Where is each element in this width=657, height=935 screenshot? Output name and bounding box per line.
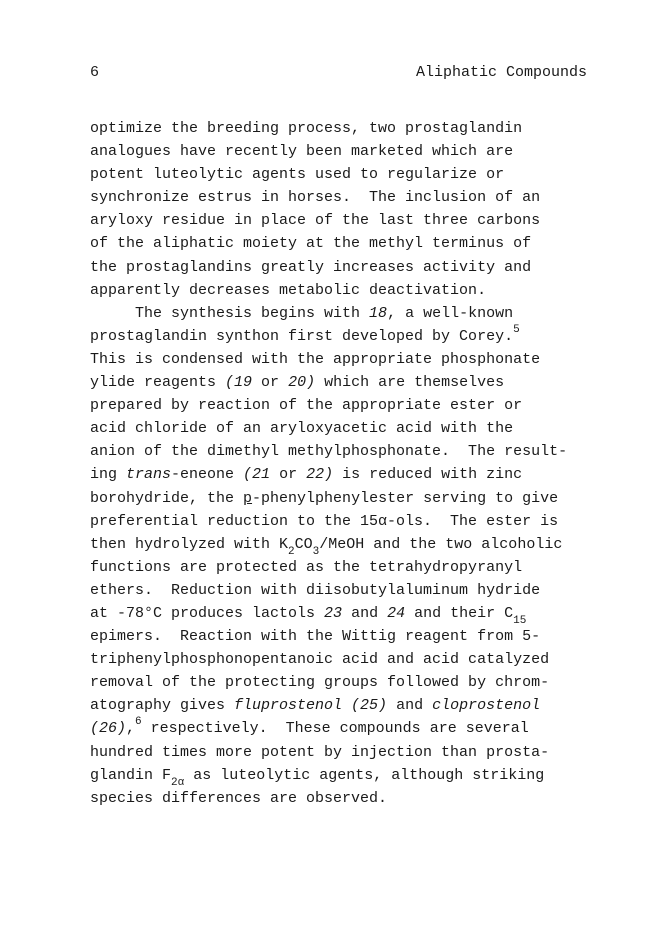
compound-ref: (26) xyxy=(90,720,127,738)
text-segment: respectively. These compounds are several xyxy=(141,720,529,738)
compound-ref: 20) xyxy=(288,374,316,392)
text-segment: CO xyxy=(294,535,313,553)
text-line: functions are protected as the tetrahydropyranyl xyxy=(90,558,523,576)
compound-ref: 22) xyxy=(306,466,334,484)
text-line xyxy=(90,533,590,556)
text-line xyxy=(90,302,590,325)
compound-ref: 18 xyxy=(369,304,388,322)
subscript: 3 xyxy=(312,545,320,558)
text-line: preferential reduction to the 15α-ols. The ester is xyxy=(90,512,559,530)
text-segment: glandin F xyxy=(90,766,172,784)
text-segment: prostaglandin synthon first developed by Corey. xyxy=(90,327,514,345)
text-line: hundred times more potent by injection than prosta- xyxy=(90,743,550,761)
text-line: species differences are observed. xyxy=(90,789,388,807)
subscript: 15 xyxy=(513,614,527,627)
text-segment: The synthesis begins with xyxy=(135,304,370,322)
text-segment: as luteolytic agents, although striking xyxy=(184,766,545,784)
text-line: optimize the breeding process, two prostaglandin xyxy=(90,120,523,137)
compound-ref: (19 xyxy=(225,374,253,392)
text-line: aryloxy residue in place of the last three carbons xyxy=(90,212,541,230)
text-segment: and xyxy=(387,697,433,715)
text-line: of the aliphatic moiety at the methyl terminus of xyxy=(90,235,532,253)
text-segment: -phenylphenylester serving to give xyxy=(252,489,559,507)
text-segment: ylide reagents xyxy=(90,374,226,392)
text-segment: ing xyxy=(90,466,127,484)
text-segment: borohydride, the xyxy=(90,489,244,507)
page-number: 6 xyxy=(90,64,100,81)
body-text xyxy=(90,117,590,810)
text-line: potent luteolytic agents used to regularize or xyxy=(90,166,505,184)
running-head: Aliphatic Compounds xyxy=(415,64,587,81)
text-line xyxy=(90,487,590,510)
footnote-ref: 6 xyxy=(135,716,142,729)
text-line xyxy=(90,602,590,625)
subscript: 2α xyxy=(171,776,185,789)
text-segment: which are themselves xyxy=(315,374,505,392)
text-line: ethers. Reduction with diisobutylaluminum hydride xyxy=(90,581,541,599)
compound-ref: 24 xyxy=(387,604,406,622)
text-segment: is reduced with zinc xyxy=(333,466,523,484)
text-segment: and their C xyxy=(405,604,514,622)
text-segment: then hydrolyzed with K xyxy=(90,535,289,553)
compound-ref: 23 xyxy=(324,604,343,622)
text-segment: , xyxy=(126,720,136,738)
text-line: prepared by reaction of the appropriate ester or xyxy=(90,397,523,415)
text-line: synchronize estrus in horses. The inclusion of an xyxy=(90,189,541,207)
text-line xyxy=(90,325,590,348)
text-line xyxy=(90,463,590,486)
text-segment: at -78°C produces lactols xyxy=(90,604,325,622)
text-segment: or xyxy=(270,466,307,484)
text-line: analogues have recently been marketed which are xyxy=(90,143,514,161)
text-line xyxy=(90,371,590,394)
text-segment: , a well-known xyxy=(387,304,514,322)
text-line: removal of the protecting groups followed by chrom- xyxy=(90,674,550,692)
text-segment: -eneone xyxy=(171,466,244,484)
compound-name: cloprostenol xyxy=(432,697,541,715)
text-segment: and xyxy=(342,604,388,622)
page-header xyxy=(90,64,587,84)
italic-term: trans xyxy=(126,466,172,484)
text-segment: /MeOH and the two alcoholic xyxy=(319,535,563,553)
text-line: acid chloride of an aryloxyacetic acid with the xyxy=(90,420,514,438)
text-segment: or xyxy=(252,374,289,392)
text-line xyxy=(90,764,590,787)
text-line xyxy=(90,717,590,740)
text-line: apparently decreases metabolic deactivation. xyxy=(90,281,487,299)
underlined-term: p xyxy=(243,489,253,507)
text-line: epimers. Reaction with the Wittig reagent from 5- xyxy=(90,628,541,646)
text-line xyxy=(90,694,590,717)
compound-ref: (21 xyxy=(243,466,271,484)
text-line: triphenylphosphonopentanoic acid and acid catalyzed xyxy=(90,651,550,669)
text-segment: atography gives xyxy=(90,697,235,715)
text-line: This is condensed with the appropriate phosphonate xyxy=(90,350,541,368)
footnote-ref: 5 xyxy=(513,323,520,336)
compound-name: fluprostenol (25) xyxy=(234,697,388,715)
text-line: the prostaglandins greatly increases activity and xyxy=(90,258,532,276)
text-line: anion of the dimethyl methylphosphonate. The result- xyxy=(90,443,568,461)
subscript: 2 xyxy=(288,545,295,558)
